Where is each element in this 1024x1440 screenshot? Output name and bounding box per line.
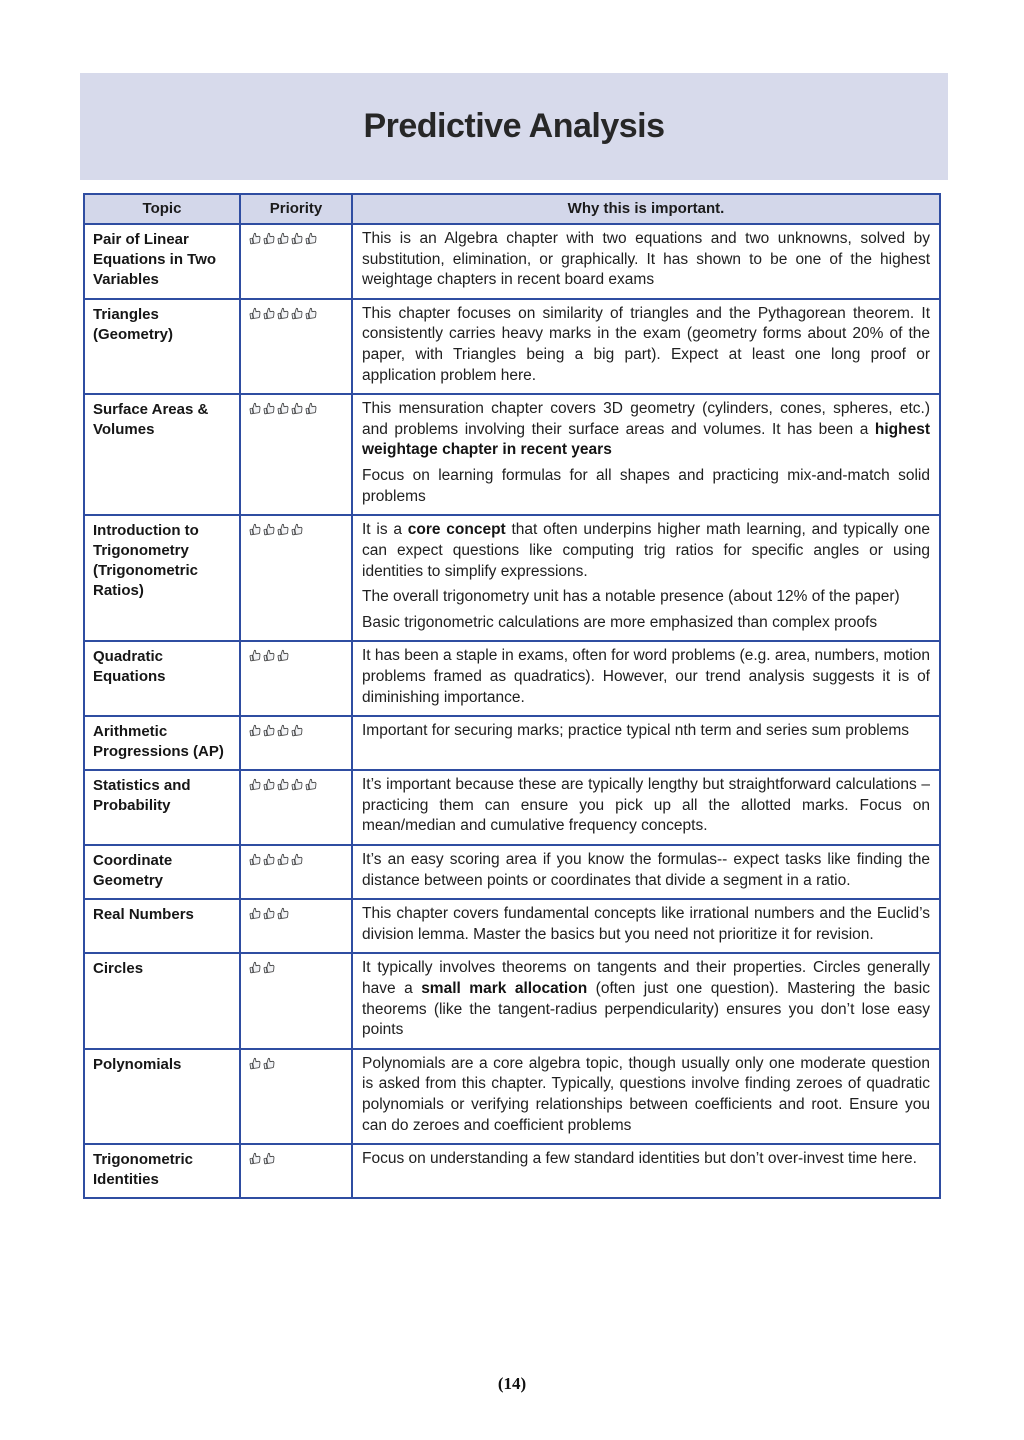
why-cell [352, 224, 940, 299]
thumbs-up-icon [248, 231, 263, 246]
why-paragraph: Basic trigonometric calculations are more emphasized than complex proofs [362, 613, 878, 631]
why-cell [352, 716, 940, 770]
table-header-row [84, 194, 940, 224]
topic-label: Surface Areas & Volumes [93, 401, 209, 439]
topic-label: Introduction to Trigonometry (Trigonometric Ratios) [93, 522, 199, 600]
topic-label: Statistics and Probability [93, 777, 191, 814]
column-header-priority: Priority [240, 194, 352, 224]
why-cell [352, 641, 940, 716]
table-row [84, 1144, 940, 1198]
priority-cell [240, 224, 352, 299]
why-paragraph: It is a core concept that often underpins higher math learning, and typically one can expect questions like computing trig ratios for specific angles or using identities to simplify expressions. [362, 521, 930, 580]
why-cell [352, 515, 940, 641]
thumbs-up-icon [248, 906, 263, 921]
table-body [84, 224, 940, 1198]
predictive-analysis-table [83, 193, 941, 1199]
thumbs-up-icon [262, 723, 277, 738]
topic-label: Arithmetic Progressions (AP) [93, 723, 224, 761]
thumbs-up-icon [276, 522, 291, 537]
why-paragraph: This chapter focuses on similarity of triangles and the Pythagorean theorem. It consistently carries heavy marks in the exam (geometry forms about 20% of the paper, with Triangles being a big part). Expect at least one long proof or application problem here. [362, 304, 930, 384]
priority-rating [249, 724, 305, 741]
thumbs-up-icon [276, 906, 291, 921]
thumbs-up-icon [276, 649, 291, 664]
thumbs-up-icon [262, 960, 277, 975]
thumbs-up-icon [248, 852, 263, 867]
page-footer [0, 1374, 1024, 1394]
why-cell [352, 899, 940, 953]
priority-rating [249, 307, 319, 324]
table-row [84, 515, 940, 641]
thumbs-up-icon [276, 306, 291, 321]
priority-cell [240, 770, 352, 845]
thumbs-up-icon [304, 777, 319, 792]
priority-rating [249, 907, 291, 924]
topic-label: Real Numbers [93, 906, 194, 924]
topic-cell [84, 1049, 240, 1144]
thumbs-up-icon [248, 522, 263, 537]
priority-cell [240, 515, 352, 641]
why-paragraph: Focus on understanding a few standard identities but don’t over-invest time here. [362, 1150, 917, 1168]
why-paragraph: This is an Algebra chapter with two equations and two unknowns, solved by substitution, elimination, or graphically. It has shown to be one of the highest weightage chapters in recent board exams [362, 230, 930, 289]
thumbs-up-icon [276, 852, 291, 867]
topic-cell [84, 845, 240, 899]
why-cell [352, 953, 940, 1048]
topic-label: Trigonometric Identities [93, 1151, 194, 1189]
priority-rating [249, 523, 305, 540]
topic-label: Circles [93, 960, 144, 978]
why-paragraph: Focus on learning formulas for all shapes and practicing mix-and-match solid problems [362, 467, 930, 505]
topic-cell [84, 1144, 240, 1198]
priority-rating [249, 853, 305, 870]
page-number: (14) [497, 1374, 527, 1393]
thumbs-up-icon [290, 777, 305, 792]
thumbs-up-icon [248, 777, 263, 792]
thumbs-up-icon [262, 906, 277, 921]
priority-cell [240, 299, 352, 394]
why-cell [352, 394, 940, 515]
priority-cell [240, 899, 352, 953]
thumbs-up-icon [276, 777, 291, 792]
thumbs-up-icon [290, 401, 305, 416]
thumbs-up-icon [248, 960, 263, 975]
table-row [84, 716, 940, 770]
thumbs-up-icon [276, 231, 291, 246]
topic-cell [84, 394, 240, 515]
priority-rating [249, 961, 277, 978]
thumbs-up-icon [262, 231, 277, 246]
thumbs-up-icon [304, 231, 319, 246]
why-paragraph: This mensuration chapter covers 3D geometry (cylinders, cones, spheres, etc.) and problems involving their surface areas and volumes. It has been a highest weightage chapter in recent years [362, 400, 930, 459]
priority-rating [249, 402, 319, 419]
thumbs-up-icon [262, 649, 277, 664]
topic-cell [84, 899, 240, 953]
priority-cell [240, 845, 352, 899]
table-row [84, 1049, 940, 1144]
page-title: Predictive Analysis [363, 107, 665, 145]
thumbs-up-icon [290, 522, 305, 537]
why-cell [352, 770, 940, 845]
why-paragraph: It’s important because these are typically lengthy but straightforward calculations – practicing them can ensure you pick up all the allotted marks. Focus on mean/median and cumulative frequency concepts. [362, 776, 930, 835]
topic-cell [84, 224, 240, 299]
title-banner [80, 73, 948, 180]
topic-label: Quadratic Equations [93, 648, 166, 686]
thumbs-up-icon [262, 522, 277, 537]
topic-label: Pair of Linear Equations in Two Variables [93, 231, 217, 288]
thumbs-up-icon [248, 306, 263, 321]
topic-label: Coordinate Geometry [93, 851, 173, 889]
topic-label: Triangles (Geometry) [93, 305, 174, 343]
priority-cell [240, 641, 352, 716]
priority-rating [249, 1057, 277, 1074]
why-paragraph: This chapter covers fundamental concepts like irrational numbers and the Euclid’s division lemma. Master the basics but you need not prioritize it for revision. [362, 905, 930, 943]
thumbs-up-icon [248, 723, 263, 738]
table-row [84, 224, 940, 299]
thumbs-up-icon [262, 1056, 277, 1071]
priority-rating [249, 1152, 277, 1169]
table-row [84, 770, 940, 845]
thumbs-up-icon [304, 306, 319, 321]
thumbs-up-icon [276, 723, 291, 738]
thumbs-up-icon [276, 401, 291, 416]
thumbs-up-icon [248, 649, 263, 664]
table-row [84, 299, 940, 394]
priority-cell [240, 394, 352, 515]
table-row [84, 899, 940, 953]
thumbs-up-icon [248, 401, 263, 416]
priority-cell [240, 716, 352, 770]
priority-cell [240, 953, 352, 1048]
priority-rating [249, 649, 291, 666]
why-paragraph: Important for securing marks; practice typical nth term and series sum problems [362, 722, 910, 740]
why-paragraph: The overall trigonometry unit has a notable presence (about 12% of the paper) [362, 588, 900, 606]
topic-cell [84, 953, 240, 1048]
thumbs-up-icon [262, 306, 277, 321]
table-row [84, 394, 940, 515]
why-cell [352, 1049, 940, 1144]
thumbs-up-icon [290, 723, 305, 738]
topic-cell [84, 716, 240, 770]
thumbs-up-icon [248, 1056, 263, 1071]
thumbs-up-icon [262, 401, 277, 416]
why-paragraph: It’s an easy scoring area if you know the formulas-- expect tasks like finding the distance between points or coordinates that divide a segment in a ratio. [362, 850, 930, 889]
priority-rating [249, 778, 319, 795]
thumbs-up-icon [290, 306, 305, 321]
topic-label: Polynomials [93, 1055, 182, 1073]
table-row [84, 845, 940, 899]
priority-cell [240, 1049, 352, 1144]
priority-rating [249, 232, 319, 249]
why-cell [352, 299, 940, 394]
thumbs-up-icon [304, 401, 319, 416]
topic-cell [84, 515, 240, 641]
thumbs-up-icon [262, 1151, 277, 1166]
column-header-why: Why this is important. [352, 194, 940, 224]
topic-cell [84, 299, 240, 394]
table-header [84, 194, 940, 224]
thumbs-up-icon [248, 1151, 263, 1166]
table-row [84, 953, 940, 1048]
thumbs-up-icon [290, 852, 305, 867]
topic-cell [84, 770, 240, 845]
table-row [84, 641, 940, 716]
thumbs-up-icon [262, 852, 277, 867]
thumbs-up-icon [290, 231, 305, 246]
why-paragraph: It has been a staple in exams, often for word problems (e.g. area, numbers, motion problems framed as quadratics). However, our trend analysis suggests it is of diminishing importance. [362, 647, 930, 706]
column-header-topic: Topic [84, 194, 240, 224]
why-cell [352, 845, 940, 899]
why-paragraph: Polynomials are a core algebra topic, though usually only one moderate question is asked from this chapter. Typically, questions involve finding zeroes of quadratic polynomials or verifying relationships between coefficients and root. Ensure you can do zeroes and coefficient problems [362, 1054, 930, 1134]
thumbs-up-icon [262, 777, 277, 792]
topic-cell [84, 641, 240, 716]
why-cell [352, 1144, 940, 1198]
priority-cell [240, 1144, 352, 1198]
why-paragraph: It typically involves theorems on tangents and their properties. Circles generally have a small mark allocation (often just one question). Mastering the basic theorems (like the tangent-radius perpendicularity) ensures you don’t lose easy points [362, 959, 930, 1039]
